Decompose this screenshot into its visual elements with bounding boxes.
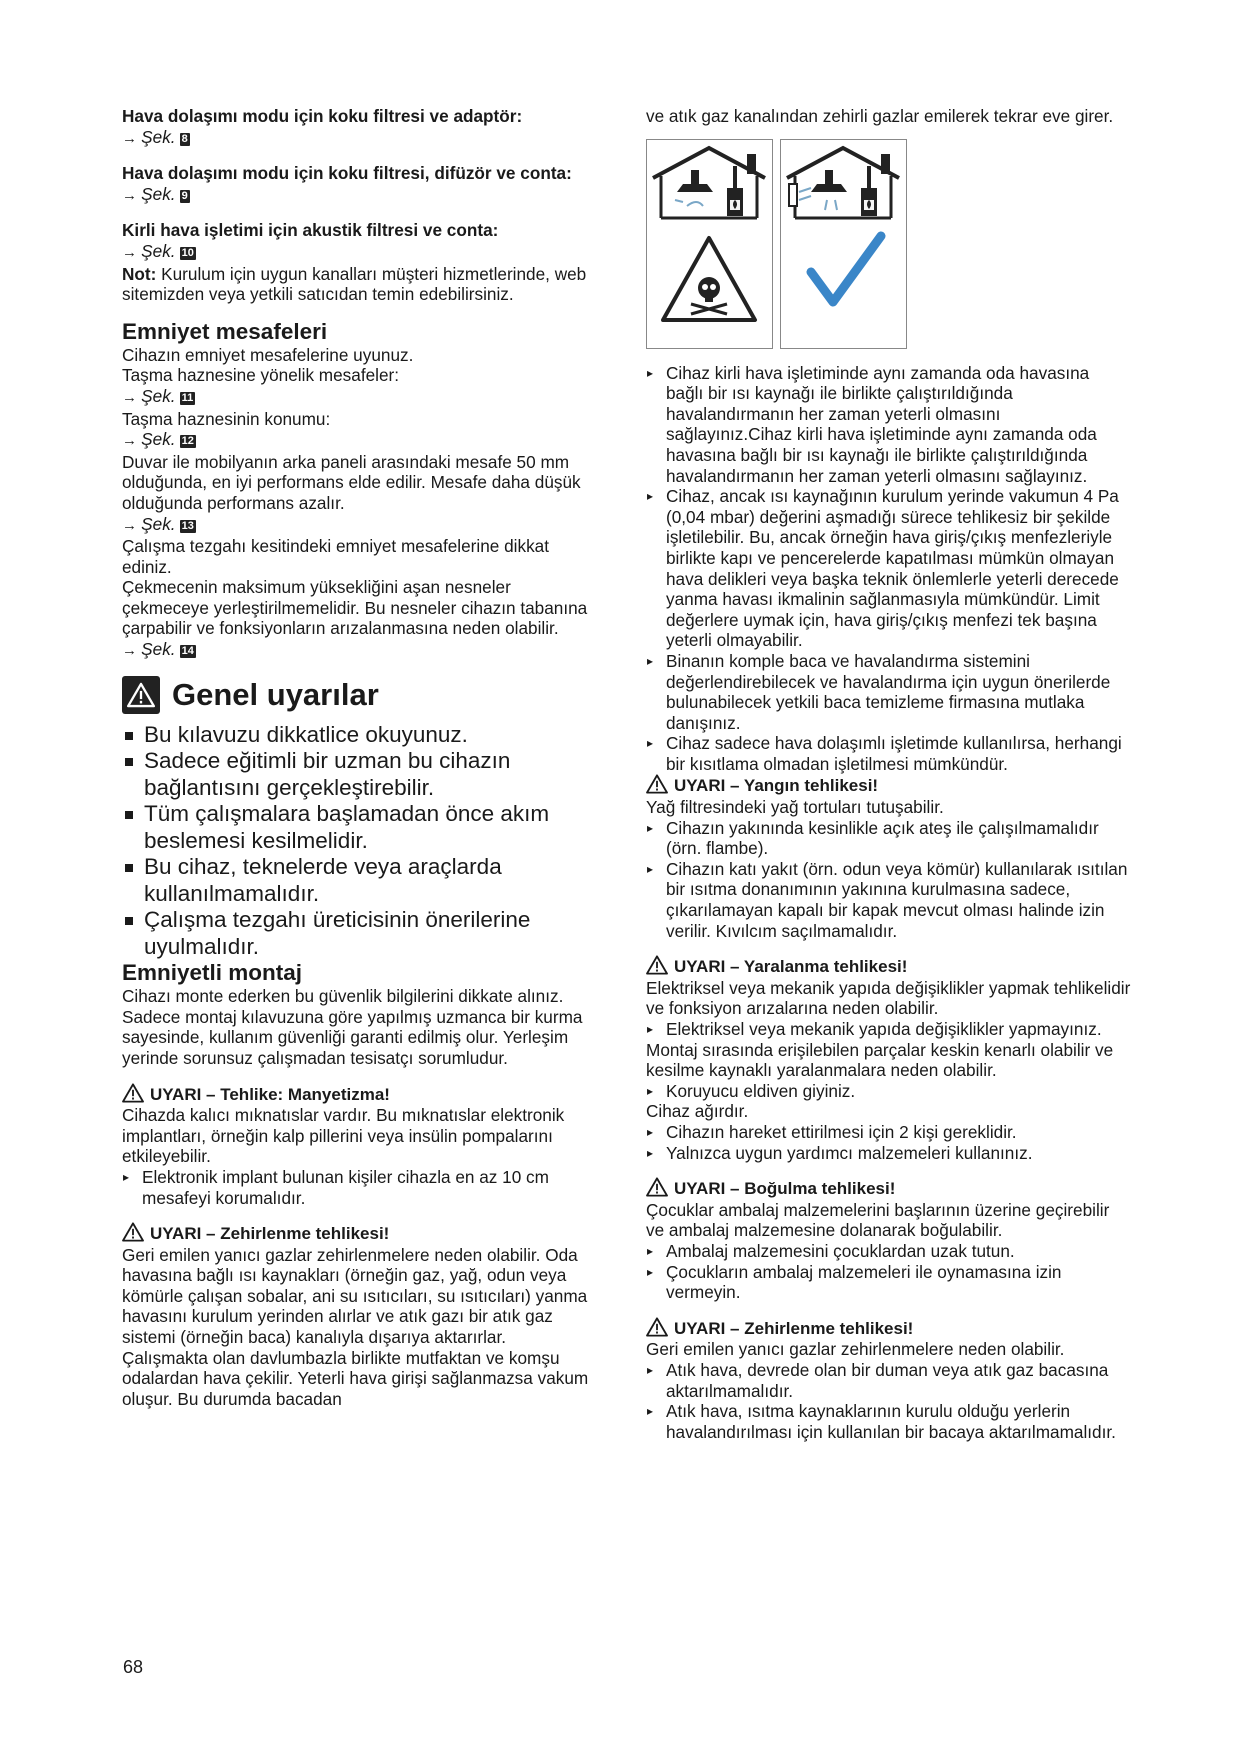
paragraph: Cihazın emniyet mesafelerine uyunuz. xyxy=(122,344,414,365)
warning-fire xyxy=(646,774,1131,941)
section-title-safe-installation: Emniyetli montaj xyxy=(122,960,303,986)
list-item: ▸ Çocukların ambalaj malzemeleri ile oynamasına izin vermeyin. xyxy=(646,1262,1131,1303)
warning-triangle-icon xyxy=(646,955,668,975)
list-item: ▸ Binanın komple baca ve havalandırma sistemini değerlendirebilecek ve havalandırma için uygun önerilerde bulunabilecek yetkili baca temizleme firmasına mutlaka danışınız. xyxy=(646,651,1131,733)
instruction-list xyxy=(646,818,1131,942)
figure-ref: → Şek. 10 xyxy=(122,240,194,261)
warning-title: UYARI – Tehlike: Manyetizma! xyxy=(122,1083,592,1106)
warning-suffocation xyxy=(646,1177,1131,1303)
warning-poisoning-exhaust xyxy=(646,1317,1131,1443)
figure-number: 11 xyxy=(181,391,194,404)
panel-danger xyxy=(646,139,773,349)
instruction-list xyxy=(646,1241,1131,1303)
paragraph: Çocuklar ambalaj malzemelerini başlarının üzerine geçirebilir ve ambalaj malzemesine dolanarak boğulabilir. xyxy=(646,1199,1110,1241)
list-item: ▸ Elektriksel veya mekanik yapıda değişiklikler yapmayınız. xyxy=(646,1019,1131,1040)
instruction-list xyxy=(646,1019,1131,1040)
general-warnings-heading xyxy=(122,676,592,714)
list-item: Çalışma tezgahı üreticisinin önerilerine uyulmalıdır. xyxy=(122,907,592,960)
figure-number: 13 xyxy=(181,519,194,532)
list-item: Bu kılavuzu dikkatlice okuyunuz. xyxy=(122,722,592,749)
warning-magnetism xyxy=(122,1083,592,1209)
accessory-title: Hava dolaşımı modu için koku filtresi, difüzör ve conta: xyxy=(122,163,572,184)
warning-triangle-icon xyxy=(646,774,668,794)
warning-poisoning xyxy=(122,1222,592,1409)
list-item: ▸ Atık hava, devrede olan bir duman veya atık gaz bacasına aktarılmamalıdır. xyxy=(646,1360,1131,1401)
paragraph: Taşma haznesinin konumu: xyxy=(122,408,331,429)
list-item: Bu cihaz, teknelerde veya araçlarda kullanılmamalıdır. xyxy=(122,854,592,907)
right-column xyxy=(646,106,1131,1442)
list-item: ▸ Elektronik implant bulunan kişiler cihazla en az 10 cm mesafeyi korumalıdır. xyxy=(122,1167,592,1208)
note: Not: Kurulum için uygun kanalları müşteri hizmetlerinde, web sitemizden veya yetkili satıcıdan temin edebilirsiniz. xyxy=(122,263,587,305)
paragraph: Geri emilen yanıcı gazlar zehirlenmelere neden olabilir. Oda havasına bağlı ısı kaynakları (örneğin gaz, yağ, odun veya kömürle çalışan sobalar, ani su ısıtıcıları, su ısıtıcıları) yanma havasını kurulum yerinden alırlar ve atık gazı bir atık gaz sistemi (örneğin baca) kanalıyla dışarıya aktarırlar. Çalışmakta olan davlumbazla birlikte mutfaktan ve komşu odalardan hava çekilir. Yeterli hava girişi sağlanmazsa vakum oluşur. Bu durumda bacadan xyxy=(122,1244,589,1409)
warning-title: UYARI – Yaralanma tehlikesi! xyxy=(646,955,1131,978)
general-warnings-list xyxy=(122,722,592,961)
safety-distances-body xyxy=(122,345,592,662)
list-item: ▸ Cihazın hareket ettirilmesi için 2 kişi gereklidir. xyxy=(646,1122,1131,1143)
list-item: Tüm çalışmalara başlamadan önce akım beslemesi kesilmelidir. xyxy=(122,801,592,854)
house-skull-illustration xyxy=(647,140,772,348)
ventilation-illustration xyxy=(646,139,1131,349)
figure-number: 9 xyxy=(181,189,188,202)
section-title-safety-distances: Emniyet mesafeleri xyxy=(122,318,328,344)
figure-ref: → Şek. 14 xyxy=(122,639,194,660)
warning-triangle-icon xyxy=(122,1083,144,1103)
list-item: ▸ Ambalaj malzemesini çocuklardan uzak tutun. xyxy=(646,1241,1131,1262)
warning-triangle-icon xyxy=(122,1222,144,1242)
page-number: 68 xyxy=(123,1657,144,1677)
ventilation-instructions xyxy=(646,363,1131,775)
accessory-odor-filter-diffuser xyxy=(122,163,592,206)
list-item: ▸ Yalnızca uygun yardımcı malzemeleri kullanınız. xyxy=(646,1143,1131,1164)
paragraph: Yağ filtresindeki yağ tortuları tutuşabilir. xyxy=(646,797,944,818)
figure-ref: → Şek. 13 xyxy=(122,513,194,534)
warning-icon xyxy=(122,676,160,714)
figure-number: 10 xyxy=(181,246,194,259)
paragraph: Taşma haznesine yönelik mesafeler: xyxy=(122,365,400,386)
paragraph: Elektriksel veya mekanik yapıda değişiklikler yapmak tehlikelidir ve fonksiyon arızalarına neden olabilir. xyxy=(646,977,1131,1019)
instruction-list xyxy=(646,1081,1131,1102)
list-item: Sadece eğitimli bir uzman bu cihazın bağlantısını gerçekleştirebilir. xyxy=(122,748,592,801)
figure-number: 8 xyxy=(181,132,188,145)
warning-title: UYARI – Boğulma tehlikesi! xyxy=(646,1177,1131,1200)
paragraph: Duvar ile mobilyanın arka paneli arasındaki mesafe 50 mm olduğunda, en iyi performans elde edilir. Mesafe daha düşük olduğunda performans azalır. xyxy=(122,451,581,513)
accessory-title: Hava dolaşımı modu için koku filtresi ve adaptör: xyxy=(122,106,523,126)
figure-number: 12 xyxy=(181,435,194,448)
list-item: ▸ Koruyucu eldiven giyiniz. xyxy=(646,1081,1131,1102)
figure-ref: → Şek. 8 xyxy=(122,126,188,147)
figure-ref: → Şek. 12 xyxy=(122,429,194,450)
list-item: ▸ Cihaz sadece hava dolaşımlı işletimde kullanılırsa, herhangi bir kısıtlama olmadan işletilmesi mümkündür. xyxy=(646,733,1131,774)
warning-triangle-icon xyxy=(646,1317,668,1337)
paragraph: ve atık gaz kanalından zehirli gazlar emilerek tekrar eve girer. xyxy=(646,106,1114,126)
figure-ref: → Şek. 9 xyxy=(122,183,188,204)
instruction-list xyxy=(646,1360,1131,1442)
paragraph: Çekmecenin maksimum yüksekliğini aşan nesneler çekmeceye yerleştirilmemelidir. Bu nesneler cihazın tabanına çarpabilir ve fonksiyonların arızalanmasına neden olabilir. xyxy=(122,577,588,639)
warning-triangle-icon xyxy=(646,1177,668,1197)
warning-injury xyxy=(646,955,1131,1163)
paragraph: Montaj sırasında erişilebilen parçalar keskin kenarlı olabilir ve kesilme kaynaklı yaralanmalara neden olabilir. xyxy=(646,1039,1114,1081)
instruction-list xyxy=(646,1122,1131,1163)
list-item: ▸ Cihaz kirli hava işletiminde aynı zamanda oda havasına bağlı bir ısı kaynağı ile birlikte çalıştırıldığında havalandırmanın her zaman yeterli olmasını sağlayınız.Cihaz kirli hava işletiminde aynı zamanda oda havasına bağlı bir ısı kaynağı ile birlikte çalıştırıldığında havalandırmanın her zaman yeterli olmasını sağlayınız. xyxy=(646,363,1131,487)
accessory-title: Kirli hava işletimi için akustik filtresi ve conta: xyxy=(122,220,499,241)
left-column xyxy=(122,106,592,1409)
instruction-list xyxy=(122,1167,592,1208)
paragraph: Cihazda kalıcı mıknatıslar vardır. Bu mıknatıslar elektronik implantları, örneğin kalp pillerini veya insülin pompalarını etkileyebilir. xyxy=(122,1105,565,1167)
warning-title: UYARI – Zehirlenme tehlikesi! xyxy=(122,1222,592,1245)
figure-ref: → Şek. 11 xyxy=(122,385,194,406)
list-item: ▸ Cihazın katı yakıt (örn. odun veya kömür) kullanılarak ısıtılan bir ısıtma donanımının yakınına kurulmasına sadece, çıkarılamayan kapalı bir kapak mevcut olması halinde izin verilir. Kıvılcım saçılmamalıdır. xyxy=(646,859,1131,941)
paragraph: Sadece montaj kılavuzuna göre yapılmış uzmanca bir kurma sayesinde, kullanım güvenliği garanti edilmiş olur. Yerleşim yerinde sorunsuz çalışmadan tesisatçı sorumludur. xyxy=(122,1006,583,1068)
list-item: ▸ Atık hava, ısıtma kaynaklarının kurulu olduğu yerlerin havalandırılması için kullanılan bir bacaya aktarılmamalıdır. xyxy=(646,1401,1131,1442)
paragraph: Geri emilen yanıcı gazlar zehirlenmelere neden olabilir. xyxy=(646,1339,1065,1360)
accessory-acoustic-filter xyxy=(122,220,592,304)
figure-number: 14 xyxy=(181,645,194,658)
warning-title: UYARI – Yangın tehlikesi! xyxy=(646,774,1131,797)
panel-ok xyxy=(780,139,907,349)
paragraph: Çalışma tezgahı kesitindeki emniyet mesafelerine dikkat ediniz. xyxy=(122,536,550,577)
paragraph: Cihazı monte ederken bu güvenlik bilgilerini dikkate alınız. xyxy=(122,986,564,1007)
paragraph: Cihaz ağırdır. xyxy=(646,1101,749,1122)
warning-title: UYARI – Zehirlenme tehlikesi! xyxy=(646,1317,1131,1340)
accessory-odor-filter-adapter xyxy=(122,106,592,149)
house-checkmark-illustration xyxy=(781,140,906,348)
list-item: ▸ Cihazın yakınında kesinlikle açık ateş ile çalışılmamalıdır (örn. flambe). xyxy=(646,818,1131,859)
list-item: ▸ Cihaz, ancak ısı kaynağının kurulum yerinde vakumun 4 Pa (0,04 mbar) değerini aşmadığı sürece tehlikesiz bir şekilde işletilebilir. Bu, ancak örneğin hava giriş/çıkış menfezleriyle birlikte kapı ve pencerelerde kapatılması mümkün olmayan hava delikleri veya başka teknik önlemlerle yeterli derecede yanma havası ikmalinin sağlanmasıyla mümkündür. Limit değerlere uymak için, hava giriş/çıkış menfezi tek başına yeterli olmayabilir. xyxy=(646,486,1131,651)
section-title-general-warnings: Genel uyarılar xyxy=(172,676,379,712)
safe-installation-body xyxy=(122,986,592,1068)
